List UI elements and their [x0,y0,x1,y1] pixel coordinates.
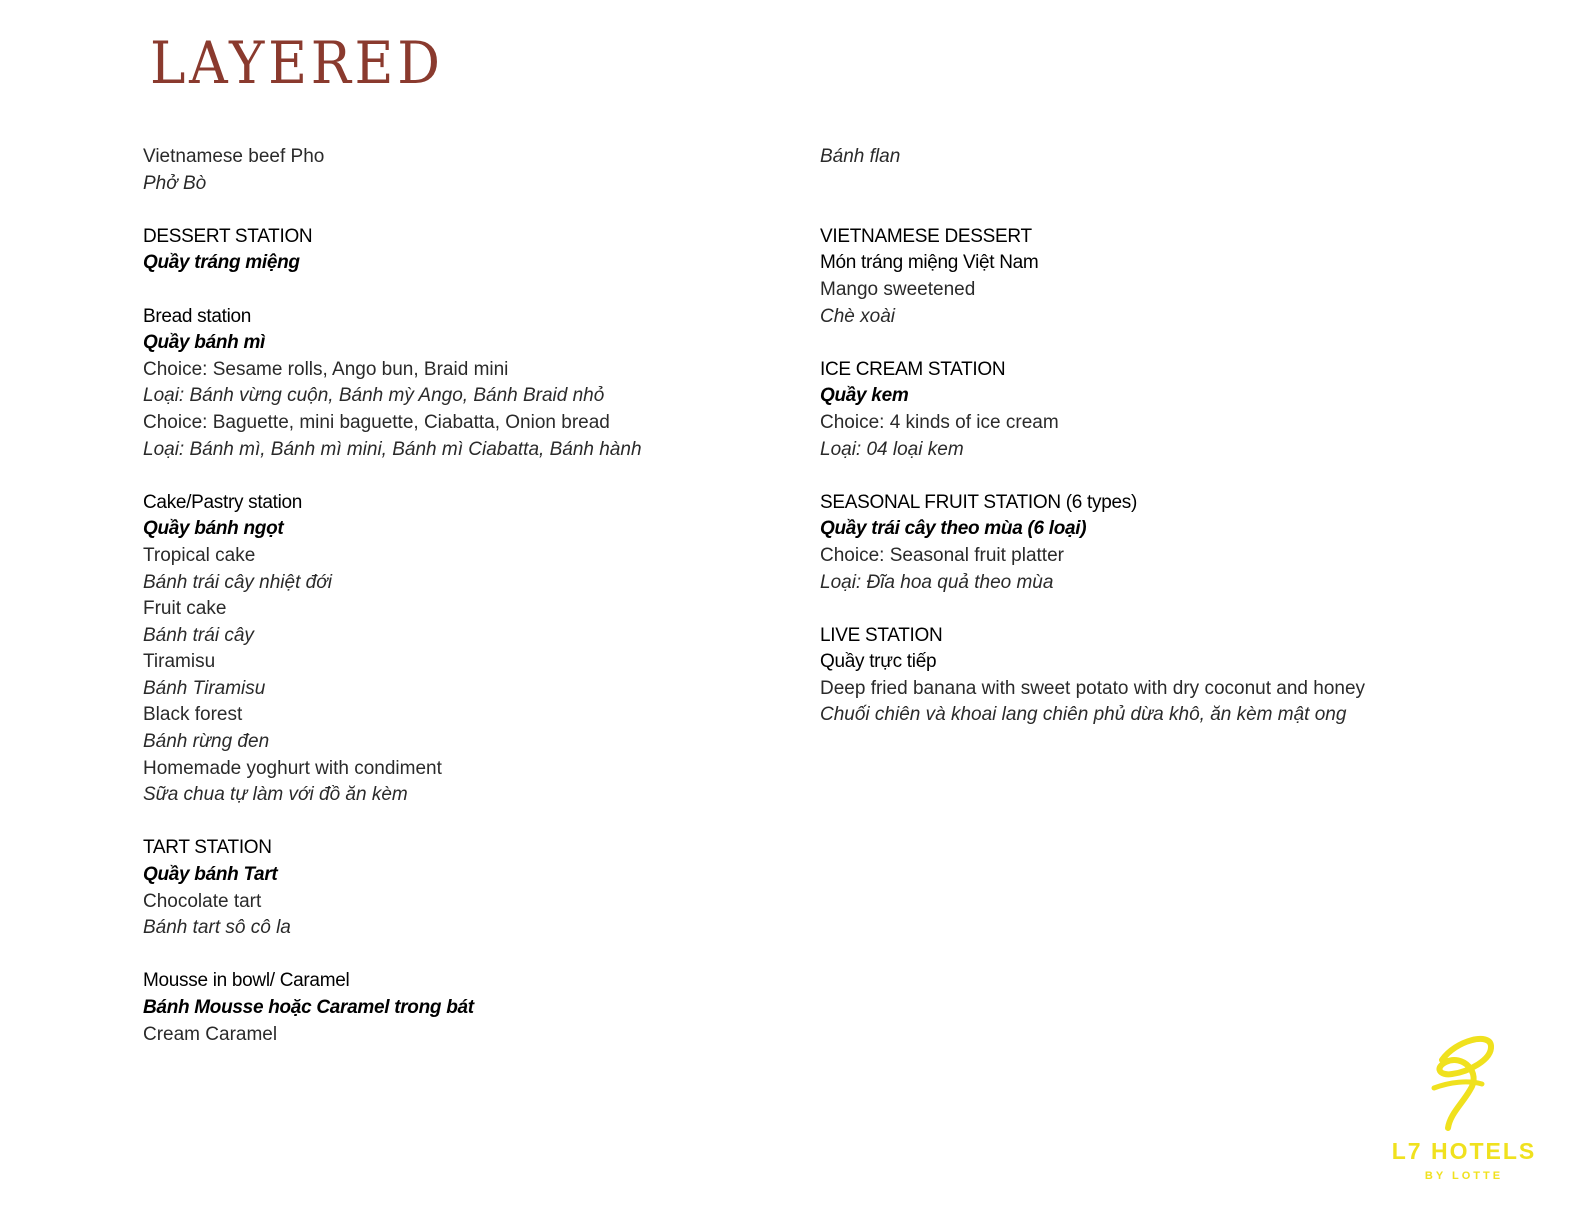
spacer [820,463,1460,490]
menu-item-text: Loại: Bánh mì, Bánh mì mini, Bánh mì Ciabatta, Bánh hành [143,438,642,460]
menu-item-text: Bánh trái cây nhiệt đới [143,571,332,593]
menu-item-text: Chè xoài [820,305,895,327]
menu-item-text: Fruit cake [143,598,227,620]
section-heading: DESSERT STATION [143,225,313,247]
menu-item-text: Bánh Tiramisu [143,677,266,699]
hotel-brand-name: L7 HOTELS [1391,1138,1537,1164]
menu-right-column [820,144,1460,729]
section-heading: Quầy trái cây theo mùa (6 loại) [820,518,1087,540]
spacer [143,463,783,490]
spacer [143,942,783,969]
menu-item-text: Bánh trái cây [143,624,254,646]
menu-item-text: Bánh rừng đen [143,731,270,753]
hotel-brand-sub: BY LOTTE [1424,1170,1504,1182]
spacer [143,277,783,304]
menu-item-text: Chuối chiên và khoai lang chiên phủ dừa khô, ăn kèm mật ong [820,704,1347,726]
menu-item-text: Black forest [143,704,243,726]
menu-item-text: Sữa chua tự làm với đồ ăn kèm [143,784,408,806]
section-heading: ICE CREAM STATION [820,358,1006,380]
section-heading: Quầy bánh ngọt [143,518,284,540]
section-heading: Quầy kem [820,385,909,407]
menu-item-text: Cream Caramel [143,1023,278,1045]
menu-item-text: Choice: Seasonal fruit platter [820,544,1064,566]
section-heading: Quầy bánh Tart [143,864,278,886]
menu-left-column [143,144,783,1048]
section-heading: VIETNAMESE DESSERT [820,225,1032,247]
menu-item-text: Bánh flan [820,146,901,167]
section-heading: Cake/Pastry station [143,491,303,513]
menu-item-text: Tiramisu [143,651,216,673]
section-heading: Bánh Mousse hoặc Caramel trong bát [143,997,474,1018]
section-heading: LIVE STATION [820,624,943,646]
menu-item-text: Loại: 04 loại kem [820,438,964,460]
menu-item-text: Mango sweetened [820,278,976,300]
menu-item-text: Phở Bò [143,172,207,194]
spacer [820,330,1460,357]
menu-item-text: Homemade yoghurt with condiment [143,757,442,779]
menu-item-text: Deep fried banana with sweet potato with dry coconut and honey [820,677,1366,699]
section-heading: Quầy tráng miệng [143,252,300,274]
section-heading: Mousse in bowl/ Caramel [143,970,350,992]
section-heading: SEASONAL FRUIT STATION (6 types) [820,491,1137,513]
section-heading: Quầy trực tiếp [820,651,937,673]
layered-logo: LAYERED [150,29,444,97]
menu-item-text: Bánh tart sô cô la [143,917,291,939]
spacer [820,197,1460,224]
menu-item-text: Choice: Baguette, mini baguette, Ciabatta, Onion bread [143,411,610,433]
section-heading: TART STATION [143,837,272,859]
spacer [143,197,783,224]
menu-item-text: Choice: 4 kinds of ice cream [820,411,1059,433]
menu-item-text: Choice: Sesame rolls, Ango bun, Braid mini [143,358,509,380]
section-heading: Quầy bánh mì [143,332,266,354]
section-heading: Món tráng miệng Việt Nam [820,252,1039,274]
menu-item-text: Chocolate tart [143,890,262,912]
menu-item-text: Tropical cake [143,544,256,566]
section-heading: Bread station [143,305,252,327]
spacer [820,596,1460,623]
spacer [820,171,1460,198]
menu-item-text: Loại: Đĩa hoa quả theo mùa [820,571,1054,593]
spacer [143,809,783,836]
menu-item-text: Vietnamese beef Pho [143,146,325,167]
menu-item-text: Loại: Bánh vừng cuộn, Bánh mỳ Ango, Bánh Braid nhỏ [143,385,605,407]
